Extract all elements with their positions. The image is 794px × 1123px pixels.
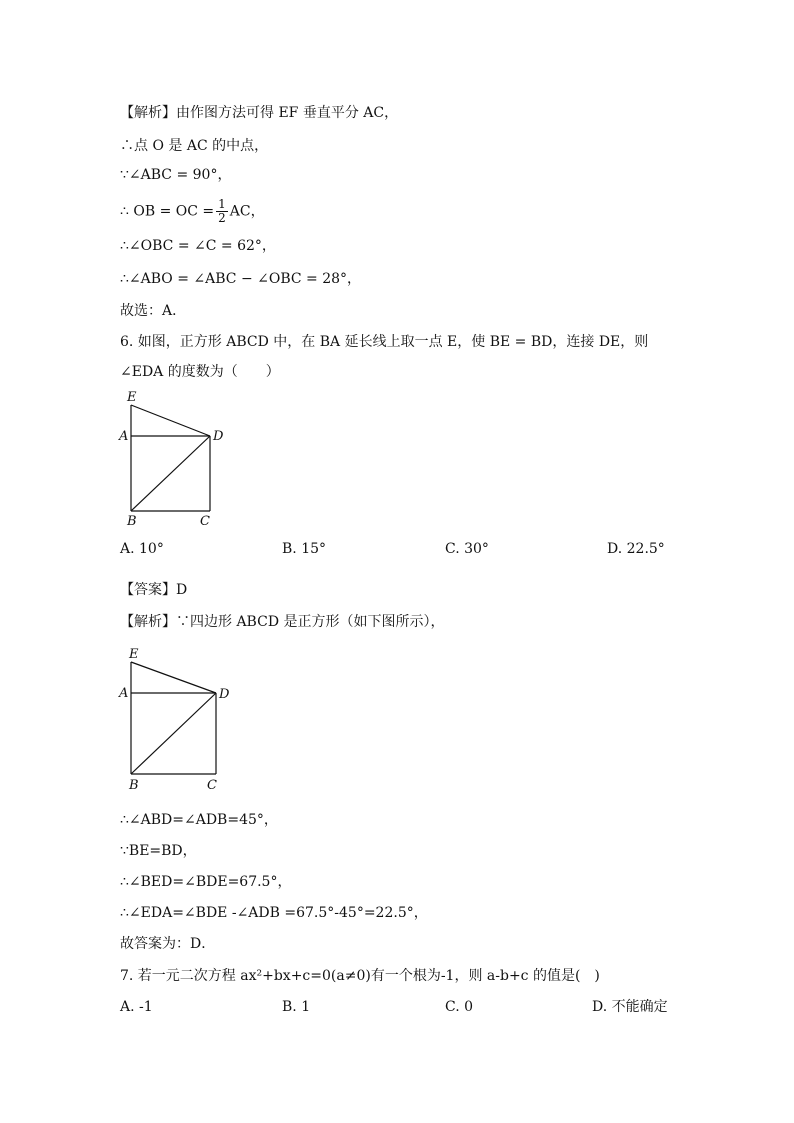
label-B: B xyxy=(129,778,139,793)
fraction-suffix: AC， xyxy=(229,203,265,220)
solution-analysis-line: 【解析】∵四边形 ABCD 是正方形（如下图所示）， xyxy=(120,614,445,630)
label-B: B xyxy=(127,514,137,529)
solution-step: ∴∠EDA=∠BDE -∠ADB =67.5°-45°=22.5°， xyxy=(120,905,428,921)
label-E: E xyxy=(129,647,139,662)
square-figure-question xyxy=(110,385,230,530)
solution-step: ∴∠ABO = ∠ABC − ∠OBC = 28°， xyxy=(120,271,362,287)
label-D: D xyxy=(213,429,224,444)
label-E: E xyxy=(127,390,137,405)
label-C: C xyxy=(207,778,217,793)
fraction-prefix: ∴ OB = OC = xyxy=(120,203,215,220)
segment-BD xyxy=(131,436,210,511)
answer-line: 【答案】D xyxy=(120,582,188,598)
question-6-stem-line1: 6. 如图，正方形 ABCD 中，在 BA 延长线上取一点 E，使 BE = BD，连接 DE，则 xyxy=(120,334,649,350)
option-b: B. 1 xyxy=(282,999,311,1015)
option-d: D. 22.5° xyxy=(607,541,665,557)
segment-BD xyxy=(131,693,216,774)
label-D: D xyxy=(219,687,230,702)
solution-step: ∴点 O 是 AC 的中点， xyxy=(120,138,269,154)
fraction-one-half xyxy=(216,198,228,225)
label-A: A xyxy=(119,429,129,444)
solution-conclusion: 故选：A． xyxy=(120,303,187,319)
segment-ED xyxy=(131,405,210,436)
solution-analysis-line: 【解析】由作图方法可得 EF 垂直平分 AC， xyxy=(120,105,399,121)
option-a: A. 10° xyxy=(120,541,164,557)
solution-step: ∵∠ABC = 90°， xyxy=(120,167,232,183)
option-b: B. 15° xyxy=(282,541,327,557)
solution-step-fraction xyxy=(120,198,265,225)
question-6-stem-line2: ∠EDA 的度数为（ ） xyxy=(120,364,280,380)
solution-conclusion: 故答案为：D． xyxy=(120,936,216,952)
square-figure-solution xyxy=(110,640,240,795)
option-a: A. -1 xyxy=(120,999,153,1015)
solution-step: ∴∠OBC = ∠C = 62°， xyxy=(120,238,276,254)
solution-step: ∴∠BED=∠BDE=67.5°， xyxy=(120,874,292,890)
solution-step: ∵BE=BD， xyxy=(120,843,197,859)
option-d: D. 不能确定 xyxy=(592,999,668,1015)
solution-step: ∴∠ABD=∠ADB=45°， xyxy=(120,812,278,828)
question-7-stem: 7. 若一元二次方程 ax²+bx+c=0(a≠0)有一个根为-1，则 a-b+c 的值是( ) xyxy=(120,968,600,984)
option-c: C. 0 xyxy=(445,999,474,1015)
fraction-denominator: 2 xyxy=(218,211,226,225)
segment-ED xyxy=(131,662,216,693)
label-A: A xyxy=(119,686,129,701)
option-c: C. 30° xyxy=(445,541,489,557)
fraction-numerator: 1 xyxy=(218,197,226,211)
label-C: C xyxy=(200,514,210,529)
